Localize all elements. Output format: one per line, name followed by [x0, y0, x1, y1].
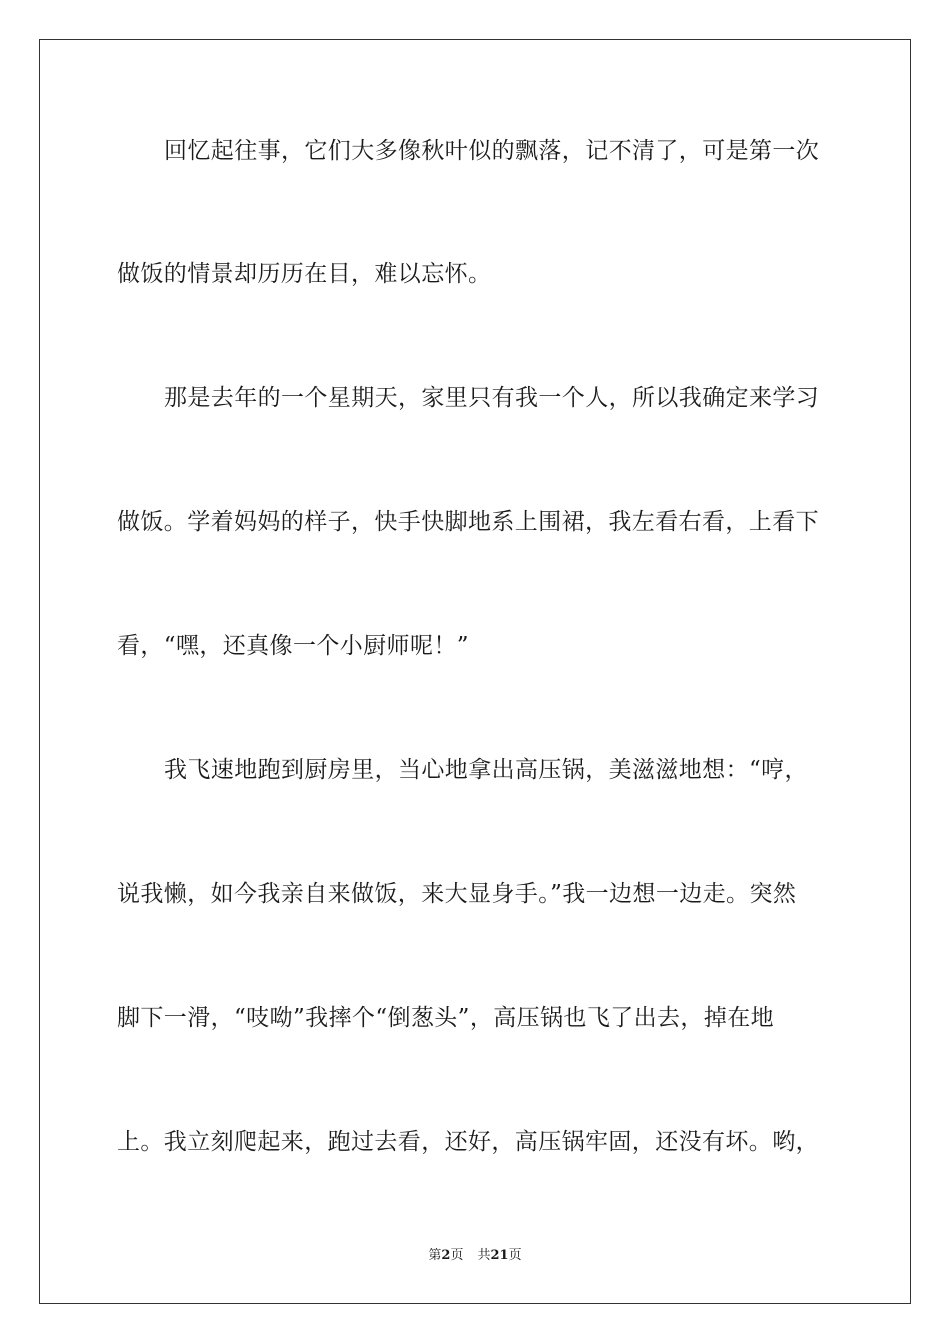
page-suffix: 页: [450, 1248, 464, 1263]
page-border: [39, 39, 911, 1304]
paragraph-3-line-4: 上。我立刻爬起来，跑过去看，还好，高压锅牢固，还没有坏。哟，: [117, 1129, 819, 1155]
total-suffix: 页: [508, 1248, 522, 1263]
page-footer: [0, 1247, 950, 1265]
total-prefix: 共: [477, 1248, 491, 1263]
paragraph-3-line-2: 说我懒，如今我亲自来做饭，来大显身手。”我一边想一边走。突然: [117, 881, 797, 907]
page-prefix: 第: [428, 1248, 442, 1263]
paragraph-1-line-1: 回忆起往事，它们大多像秋叶似的飘落，记不清了，可是第一次: [164, 138, 820, 164]
paragraph-3-line-1: 我飞速地跑到厨房里，当心地拿出高压锅，美滋滋地想：“哼，: [164, 757, 808, 783]
paragraph-1-line-2: 做饭的情景却历历在目，难以忘怀。: [117, 261, 492, 287]
paragraph-3-line-3: 脚下一滑，“吱呦”我摔个“倒葱头”，高压锅也飞了出去，掉在地: [117, 1005, 775, 1031]
paragraph-2-line-1: 那是去年的一个星期天，家里只有我一个人，所以我确定来学习: [164, 385, 820, 411]
page-number: 2: [441, 1248, 451, 1263]
paragraph-2-line-3: 看，“嘿，还真像一个小厨师呢！”: [117, 633, 469, 659]
total-pages: 21: [490, 1248, 509, 1263]
paragraph-2-line-2: 做饭。学着妈妈的样子，快手快脚地系上围裙，我左看右看，上看下: [117, 509, 819, 535]
